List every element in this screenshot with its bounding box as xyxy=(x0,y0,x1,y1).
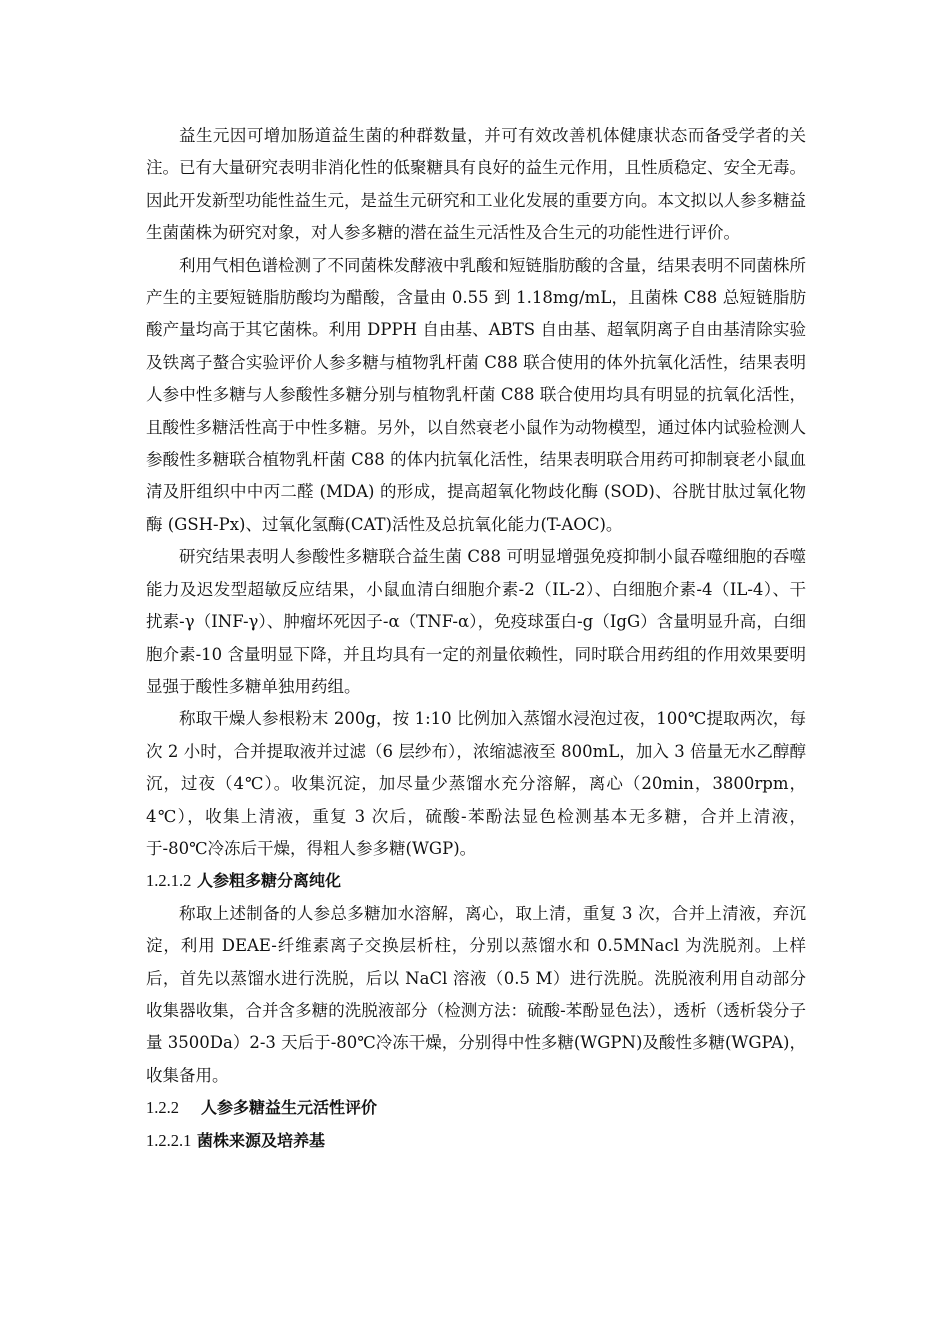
paragraph-extraction-method: 称取干燥人参根粉末 200g，按 1:10 比例加入蒸馏水浸泡过夜，100℃提取两次，每次 2 小时，合并提取液并过滤（6 层纱布），浓缩滤液至 800mL，加入 3 倍量无水乙醇醇沉，过夜（4℃）。收集沉淀，加尽量少蒸馏水充分溶解，离心（20min，3800rpm，4℃），收集上清液，重复 3 次后，硫酸-苯酚法显色检测基本无多糖，合并上清液，于-80℃冷冻后干燥，得粗人参多糖(WGP)。 xyxy=(146,709,806,858)
section-title: 菌株来源及培养基 xyxy=(196,1130,325,1150)
paragraph-purification-method: 称取上述制备的人参总多糖加水溶解，离心，取上清，重复 3 次，合并上清液，弃沉淀，利用 DEAE-纤维素离子交换层析柱，分别以蒸馏水和 0.5MNacl 为洗脱剂。上样后，首先以蒸馏水进行洗脱，后以 NaCl 溶液（0.5 M）进行洗脱。洗脱液利用自动部分收集器收集，合并含多糖的洗脱液部分（检测方法：硫酸-苯酚显色法），透析（透析袋分子量 3500Da）2-3 天后于-80℃冷冻干燥，分别得中性多糖(WGPN)及酸性多糖(WGPA)，收集备用。 xyxy=(146,903,806,1085)
paragraph-immune-results: 研究结果表明人参酸性多糖联合益生菌 C88 可明显增强免疫抑制小鼠吞噬细胞的吞噬能力及迟发型超敏反应结果，小鼠血清白细胞介素-2（IL-2）、白细胞介素-4（IL-4）、干扰素-γ（INF-γ）、肿瘤坏死因子-α（TNF-α），免疫球蛋白-g（IgG）含量明显升高，白细胞介素-10 含量明显下降，并且均具有一定的剂量依赖性，同时联合用药组的作用效果要明显强于酸性多糖单独用药组。 xyxy=(146,547,806,696)
section-number: 1.2.2.1 xyxy=(146,1130,192,1150)
section-heading-1-2-1-2 xyxy=(146,865,806,897)
section-heading-1-2-2-1 xyxy=(146,1125,806,1157)
paragraph-prebiotic-intro: 益生元因可增加肠道益生菌的种群数量，并可有效改善机体健康状态而备受学者的关注。已有大量研究表明非消化性的低聚糖具有良好的益生元作用，且性质稳定、安全无毒。因此开发新型功能性益生元，是益生元研究和工业化发展的重要方向。本文拟以人参多糖益生菌菌株为研究对象，对人参多糖的潜在益生元活性及合生元的功能性进行评价。 xyxy=(146,126,806,243)
section-number: 1.2.2 xyxy=(146,1098,179,1118)
document-page xyxy=(146,120,806,1157)
section-title: 人参粗多糖分离纯化 xyxy=(196,871,341,891)
paragraph-scfa-antioxidant: 利用气相色谱检测了不同菌株发酵液中乳酸和短链脂肪酸的含量，结果表明不同菌株所产生的主要短链脂肪酸均为醋酸，含量由 0.55 到 1.18mg/mL，且菌株 C88 总短链脂肪酸产量均高于其它菌株。利用 DPPH 自由基、ABTS 自由基、超氧阴离子自由基清除实验及铁离子螯合实验评价人参多糖与植物乳杆菌 C88 联合使用的体外抗氧化活性，结果表明人参中性多糖与人参酸性多糖分别与植物乳杆菌 C88 联合使用均具有明显的抗氧化活性，且酸性多糖活性高于中性多糖。另外，以自然衰老小鼠作为动物模型，通过体内试验检测人参酸性多糖联合植物乳杆菌 C88 的体内抗氧化活性，结果表明联合用药可抑制衰老小鼠血清及肝组织中中丙二醛 (MDA) 的形成，提高超氧化物歧化酶 (SOD)、谷胱甘肽过氧化物酶 (GSH-Px)、过氧化氢酶(CAT)活性及总抗氧化能力(T-AOC)。 xyxy=(146,255,806,534)
section-heading-1-2-2 xyxy=(146,1092,806,1124)
section-number: 1.2.1.2 xyxy=(146,871,192,891)
section-title: 人参多糖益生元活性评价 xyxy=(201,1098,378,1118)
